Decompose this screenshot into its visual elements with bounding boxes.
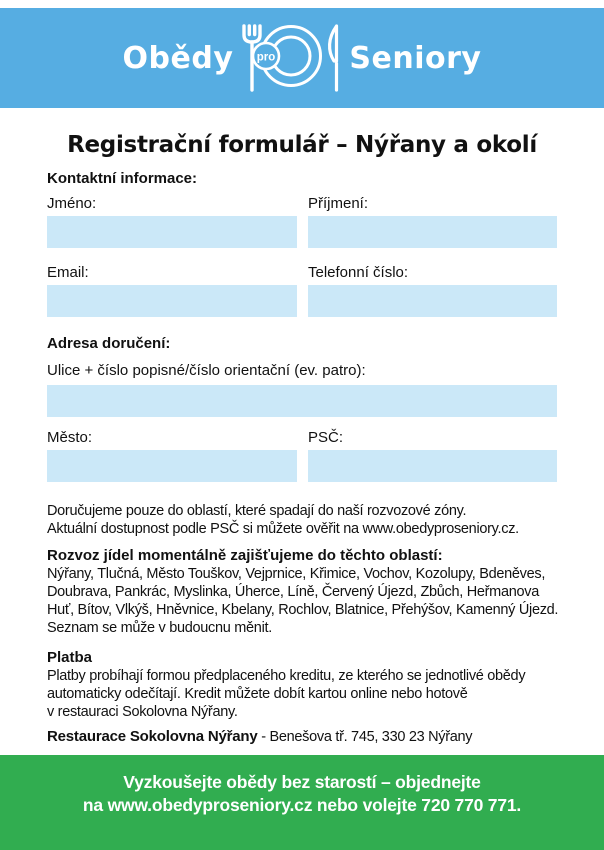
address-section-heading: Adresa doručení: <box>47 335 171 352</box>
footer-line: Vyzkoušejte obědy bez starostí – objednejte <box>123 772 481 792</box>
contact-section-heading: Kontaktní informace: <box>47 170 198 187</box>
logo <box>123 23 482 93</box>
delivery-note-line: Aktuální dostupnost podle PSČ si můžete ověřit na www.obedyproseniory.cz. <box>47 521 519 537</box>
city-label: Město: <box>47 429 93 446</box>
phone-input[interactable] <box>308 285 557 317</box>
street-label: Ulice + číslo popisné/číslo orientační (ev. patro): <box>47 362 366 379</box>
page-title: Registrační formulář – Nýřany a okolí <box>67 132 537 158</box>
city-input[interactable] <box>47 450 297 482</box>
delivery-note-line: Doručujeme pouze do oblastí, které spadají do naší rozvozové zóny. <box>47 503 467 519</box>
phone-label: Telefonní číslo: <box>308 264 409 281</box>
delivery-note <box>47 502 557 538</box>
zip-label: PSČ: <box>308 429 344 446</box>
zones-list <box>47 565 557 637</box>
logo-text-obedy: Obědy <box>122 40 234 76</box>
logo-text-seniory: Seniory <box>349 40 482 76</box>
zones-heading: Rozvoz jídel momentálně zajišťujeme do těchto oblastí: <box>47 547 443 564</box>
zip-input[interactable] <box>308 450 557 482</box>
payment-line: Platby probíhají formou předplaceného kreditu, ze kterého se jednotlivé obědy <box>47 668 526 684</box>
last-name-label: Příjmení: <box>308 195 369 212</box>
header-banner <box>0 8 604 108</box>
email-label: Email: <box>47 264 89 281</box>
payment-heading: Platba <box>47 649 93 666</box>
restaurant-name: Restaurace Sokolovna Nýřany <box>47 728 258 745</box>
zones-line: Huť, Bítov, Vlkýš, Hněvnice, Kbelany, Rochlov, Blatnice, Přehýšov, Kamenný Újezd. <box>47 602 559 618</box>
footer-banner <box>0 755 604 850</box>
first-name-label: Jméno: <box>47 195 97 212</box>
first-name-input[interactable] <box>47 216 297 248</box>
payment-text <box>47 667 557 721</box>
form-content <box>0 132 604 746</box>
restaurant-address: - Benešova tř. 745, 330 23 Nýřany <box>257 729 473 745</box>
payment-line: automaticky odečítají. Kredit můžete dobít kartou online nebo hotově <box>47 686 468 702</box>
footer-line: na www.obedyproseniory.cz nebo volejte 720 770 771. <box>82 795 522 815</box>
zones-line: Nýřany, Tlučná, Město Touškov, Vejprnice, Křimice, Vochov, Kozolupy, Bdeněves, <box>47 566 546 582</box>
zones-line: Seznam se může v budoucnu měnit. <box>47 620 272 636</box>
restaurant-info <box>47 728 557 746</box>
street-input[interactable] <box>47 385 557 417</box>
pro-badge-label: pro <box>257 51 276 64</box>
knife-icon <box>330 26 337 90</box>
last-name-input[interactable] <box>308 216 557 248</box>
zones-line: Doubrava, Pankrác, Myslinka, Úherce, Líně, Červený Újezd, Zbůch, Heřmanova <box>47 584 539 600</box>
plate-cutlery-icon <box>239 23 343 93</box>
payment-line: v restauraci Sokolovna Nýřany. <box>47 704 238 720</box>
email-input[interactable] <box>47 285 297 317</box>
